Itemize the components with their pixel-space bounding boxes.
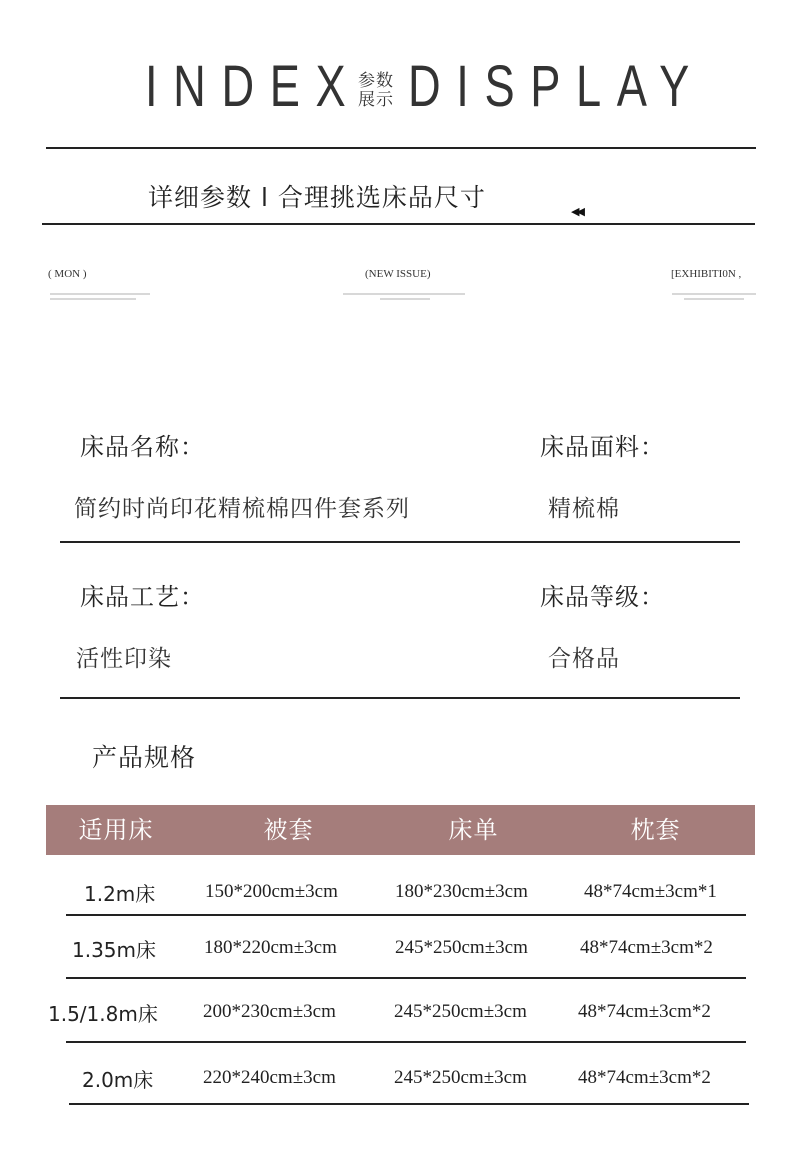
table-cell: 48*74cm±3cm*2 bbox=[580, 937, 713, 958]
divider bbox=[46, 147, 756, 149]
divider bbox=[42, 223, 755, 225]
craft-label: 床品工艺： bbox=[80, 583, 205, 611]
tag-left: ( MON ) bbox=[48, 268, 87, 280]
header-title-small-top: 参数 bbox=[358, 71, 394, 91]
column-header: 被套 bbox=[263, 816, 314, 844]
table-cell: 245*250cm±3cm bbox=[395, 937, 528, 958]
tag-center: (NEW ISSUE) bbox=[365, 268, 431, 280]
header-title-small bbox=[358, 72, 394, 110]
tag-right: [EXHIBITI0N , bbox=[671, 268, 742, 280]
divider bbox=[66, 977, 746, 979]
table-cell: 2.0m床 bbox=[82, 1068, 154, 1092]
micro-text-right bbox=[672, 292, 756, 300]
fabric-label: 床品面料： bbox=[540, 433, 665, 461]
divider bbox=[60, 541, 740, 543]
column-header: 枕套 bbox=[630, 816, 681, 844]
page-subtitle: 详细参数 l 合理挑选床品尺寸 bbox=[148, 183, 486, 212]
table-cell: 180*230cm±3cm bbox=[395, 881, 528, 902]
rewind-arrows-icon: ◀◀ bbox=[571, 205, 582, 218]
table-cell: 220*240cm±3cm bbox=[203, 1067, 336, 1088]
table-cell: 1.2m床 bbox=[84, 882, 156, 906]
name-label: 床品名称： bbox=[80, 433, 205, 461]
name-value: 简约时尚印花精梳棉四件套系列 bbox=[74, 496, 410, 522]
divider bbox=[66, 914, 746, 916]
table-cell: 1.5/1.8m床 bbox=[48, 1002, 158, 1026]
micro-text-left bbox=[50, 292, 150, 300]
grade-value: 合格品 bbox=[548, 646, 620, 672]
section-title: 产品规格 bbox=[92, 743, 197, 772]
craft-value: 活性印染 bbox=[76, 646, 172, 672]
divider bbox=[69, 1103, 749, 1105]
header-title-right: DISPLAY bbox=[408, 54, 705, 119]
table-cell: 1.35m床 bbox=[72, 938, 157, 962]
fabric-value: 精梳棉 bbox=[548, 496, 620, 522]
column-header: 适用床 bbox=[78, 816, 154, 844]
header-title-small-bottom: 展示 bbox=[358, 90, 394, 110]
micro-text-center bbox=[343, 292, 465, 300]
divider bbox=[66, 1041, 746, 1043]
table-cell: 180*220cm±3cm bbox=[204, 937, 337, 958]
table-cell: 48*74cm±3cm*2 bbox=[578, 1001, 711, 1022]
divider bbox=[60, 697, 740, 699]
grade-label: 床品等级： bbox=[540, 583, 665, 611]
table-header bbox=[46, 805, 755, 855]
column-header: 床单 bbox=[448, 816, 499, 844]
table-cell: 200*230cm±3cm bbox=[203, 1001, 336, 1022]
table-cell: 48*74cm±3cm*2 bbox=[578, 1067, 711, 1088]
table-cell: 48*74cm±3cm*1 bbox=[584, 881, 717, 902]
table-cell: 245*250cm±3cm bbox=[394, 1067, 527, 1088]
table-cell: 245*250cm±3cm bbox=[394, 1001, 527, 1022]
header-title-left: INDEX bbox=[145, 54, 362, 119]
table-cell: 150*200cm±3cm bbox=[205, 881, 338, 902]
